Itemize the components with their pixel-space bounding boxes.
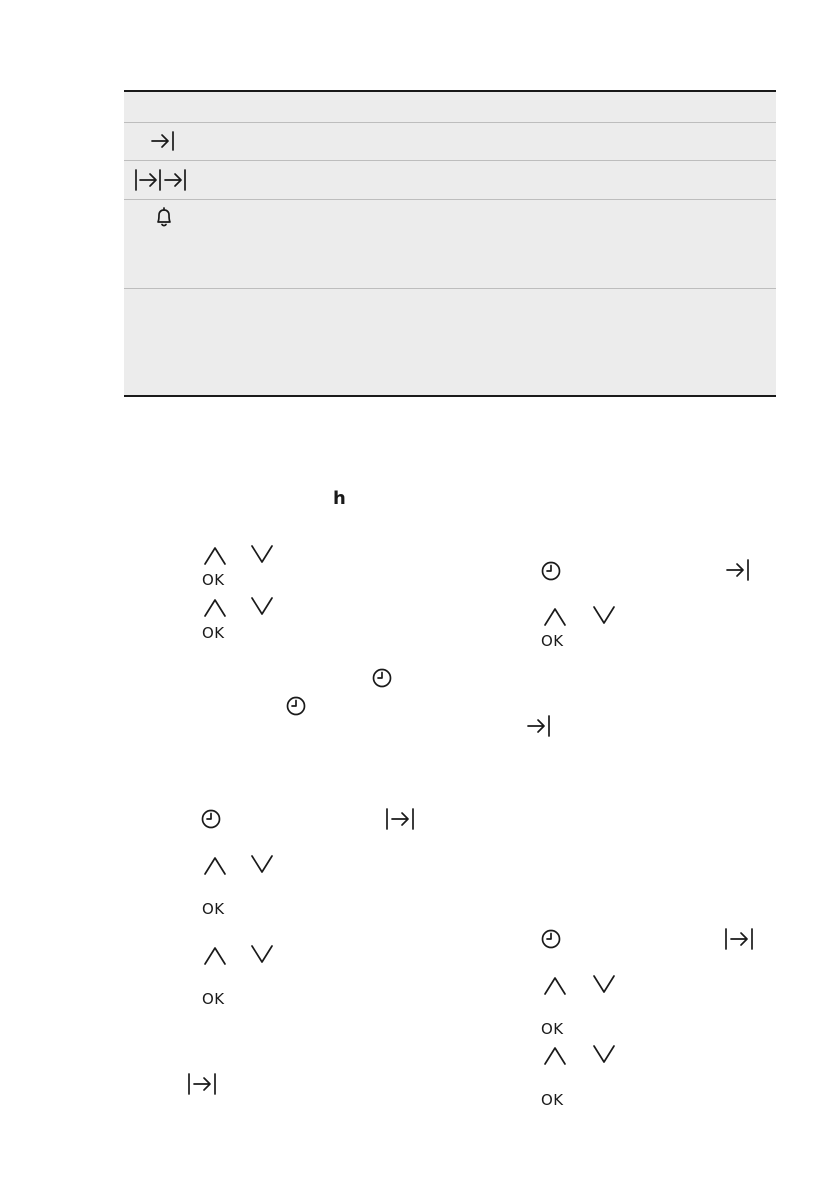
duration-icon [526,714,552,738]
chevron-down-icon [592,605,616,625]
table-row-end [124,161,776,199]
chevron-up-icon [203,546,227,566]
chevron-down-icon [592,1044,616,1064]
clock-icon [286,696,306,716]
ok-button-label: OK [541,1020,564,1038]
ok-button-label: OK [202,990,225,1008]
ok-button-label: OK [202,571,225,589]
chevron-up-icon [543,976,567,996]
duration-icon [725,558,751,582]
chevron-down-icon [250,944,274,964]
clock-icon [372,668,392,688]
chevron-up-icon [543,607,567,627]
table-row-duration [124,123,776,160]
end-icon [724,927,756,951]
clock-icon [201,809,221,829]
ok-button-label: OK [202,900,225,918]
chevron-up-icon [203,946,227,966]
table-row-extra [124,289,776,395]
chevron-up-icon [543,1046,567,1066]
ok-button-label: OK [202,624,225,642]
clock-icon [541,561,561,581]
chevron-up-icon [203,598,227,618]
bell-icon [155,207,173,227]
chevron-down-icon [592,974,616,994]
table-row-reminder [124,200,776,288]
chevron-down-icon [250,596,274,616]
chevron-up-icon [203,856,227,876]
ok-button-label: OK [541,632,564,650]
duration-icon [150,130,176,152]
end-icon [385,807,417,831]
clock-icon [541,929,561,949]
chevron-down-icon [250,854,274,874]
end-icon [187,1072,219,1096]
ok-button-label: OK [541,1091,564,1109]
table-header-row [124,92,776,122]
end-icon [134,168,194,192]
chevron-down-icon [250,544,274,564]
table-bottom-rule [124,395,776,397]
hour-symbol: h [333,488,346,509]
